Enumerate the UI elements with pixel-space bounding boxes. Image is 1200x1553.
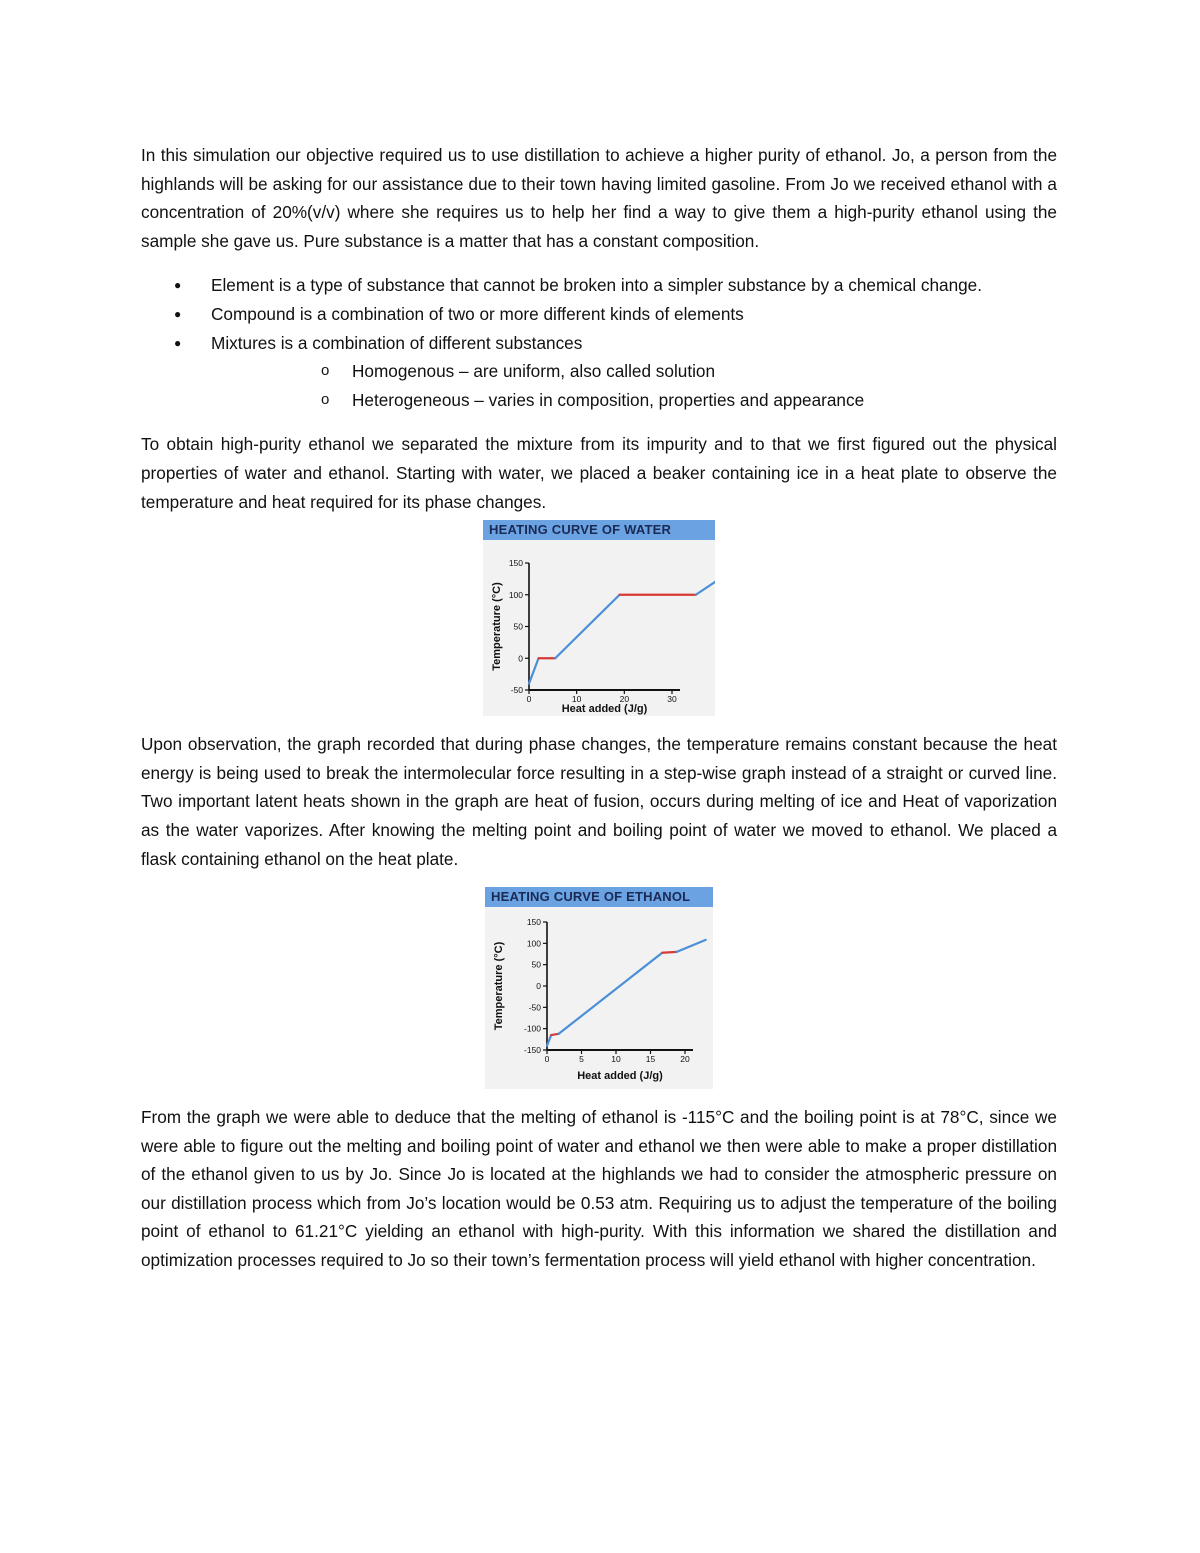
water-heating-curve-figure — [483, 520, 715, 716]
sub-item-heterogeneous: o Heterogeneous – varies in composition, properties and appearance — [211, 386, 1057, 415]
ethanol-heating-curve-figure — [485, 887, 713, 1089]
heating-segment — [555, 595, 619, 659]
x-tick-label: 15 — [645, 1054, 656, 1065]
x-tick-label: 20 — [680, 1054, 690, 1065]
water-heating-curve-chart — [483, 540, 715, 716]
x-tick-label: 10 — [611, 1054, 621, 1065]
substance-list — [141, 271, 1057, 414]
list-item-element: ● Element is a type of substance that cannot be broken into a simpler substance by a chemical change. — [141, 271, 1057, 300]
list-item-mixtures-label: Mixtures is a combination of different substances — [211, 332, 583, 353]
y-tick-label: -50 — [528, 1002, 541, 1013]
y-tick-label: 100 — [508, 589, 523, 600]
x-tick-label: 0 — [544, 1054, 550, 1065]
y-tick-label: 150 — [508, 558, 523, 569]
list-item-mixtures — [141, 329, 1057, 415]
x-tick-label: 20 — [619, 694, 630, 705]
sub-item-homogenous: o Homogenous – are uniform, also called solution — [211, 357, 1057, 386]
list-item-compound: ● Compound is a combination of two or more different kinds of elements — [141, 300, 1057, 329]
x-axis-label: Heat added (J/g) — [577, 1070, 663, 1083]
y-tick-label: -100 — [523, 1023, 541, 1034]
y-tick-label: 50 — [513, 621, 523, 632]
y-axis-label: Temperature (°C) — [491, 582, 503, 671]
x-tick-label: 5 — [579, 1054, 584, 1065]
x-tick-label: 0 — [526, 694, 532, 705]
phase-change-segment — [662, 952, 676, 953]
heating-segment — [559, 953, 663, 1034]
y-axis-label: Temperature (°C) — [493, 941, 505, 1031]
observation-paragraph: Upon observation, the graph recorded that during phase changes, the temperature remains constant because the heat energy is being used to break the intermolecular force resulting in a step-wise graph instead of a straight or curved line. Two important latent heats shown in the graph are heat of fusion, occurs during melting of ice and Heat of vaporization as the water vaporizes. After knowing the melting point and boiling point of water we moved to ethanol. We placed a flask containing ethanol on the heat plate. — [141, 734, 1057, 869]
x-tick-label: 30 — [667, 694, 677, 705]
y-tick-label: 150 — [526, 917, 541, 928]
y-tick-label: 100 — [526, 938, 541, 949]
y-tick-label: 0 — [518, 653, 523, 664]
y-tick-label: 50 — [531, 959, 541, 970]
ethanol-heating-curve-chart — [485, 907, 713, 1089]
x-axis-label: Heat added (J/g) — [561, 703, 648, 716]
intro-paragraph: In this simulation our objective required us to use distillation to achieve a higher purity of ethanol. Jo, a person from the highlands will be asking for our assistance due to their town having limited gasoline. From Jo we received ethanol with a concentration of 20%(v/v) where she requires us to help her find a way to give them a high-purity ethanol using the sample she gave us. Pure substance is a matter that has a constant composition. — [141, 145, 1057, 251]
document-page — [141, 141, 1057, 1275]
ethanol-chart-title: HEATING CURVE OF ETHANOL — [485, 887, 713, 907]
heating-segment — [696, 576, 715, 595]
conclusion-paragraph: From the graph we were able to deduce that the melting of ethanol is -115°C and the boiling point is at 78°C, since we were able to figure out the melting and boiling point of water and ethanol we then were able to make a proper distillation of the ethanol given to us by Jo. Since Jo is located at the highlands we had to consider the atmospheric pressure on our distillation process which from Jo’s location would be 0.53 atm. Requiring us to adjust the temperature of the boiling point of ethanol to 61.21°C yielding an ethanol with high-purity. With this information we shared the distillation and optimization processes required to Jo so their town’s fermentation process will yield ethanol with higher concentration. — [141, 1107, 1057, 1271]
water-figure-wrap — [141, 520, 1057, 716]
phase-change-segment — [551, 1034, 559, 1035]
mixture-sublist — [211, 357, 1057, 414]
ethanol-figure-wrap — [141, 887, 1057, 1089]
water-chart-title: HEATING CURVE OF WATER — [483, 520, 715, 540]
y-tick-label: -50 — [510, 685, 523, 696]
x-tick-label: 10 — [571, 694, 582, 705]
heating-segment — [677, 940, 706, 952]
heating-segment — [529, 658, 539, 683]
y-tick-label: 0 — [536, 981, 541, 992]
y-tick-label: -150 — [523, 1045, 541, 1056]
obtain-paragraph: To obtain high-purity ethanol we separated the mixture from its impurity and to that we first figured out the physical properties of water and ethanol. Starting with water, we placed a beaker containing ice in a heat plate to observe the temperature and heat required for its phase changes. — [141, 434, 1057, 512]
